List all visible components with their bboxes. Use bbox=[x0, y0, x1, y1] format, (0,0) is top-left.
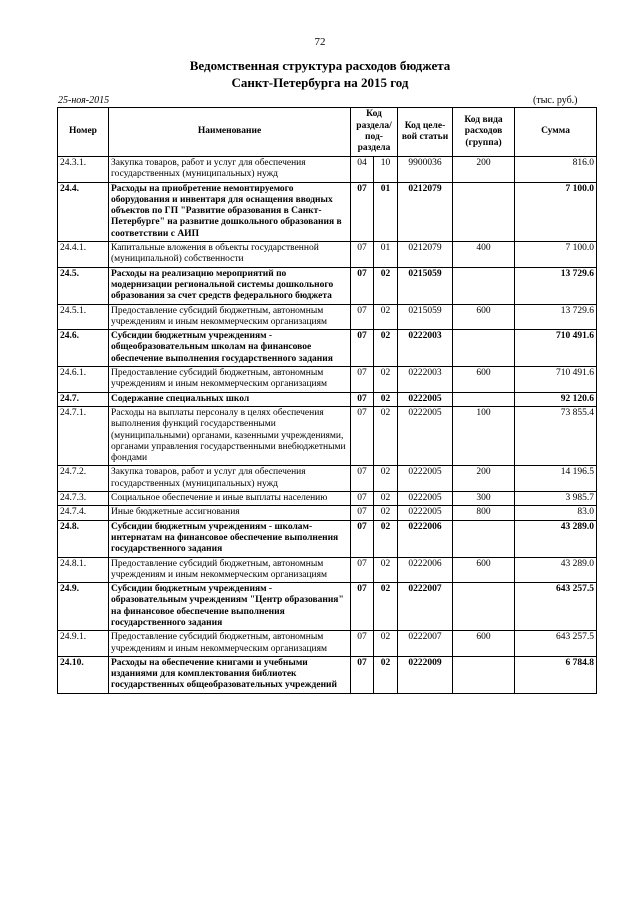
cell-sum: 710 491.6 bbox=[515, 367, 597, 393]
cell-sub: 01 bbox=[374, 242, 398, 268]
cell-sum: 43 289.0 bbox=[515, 557, 597, 583]
cell-sec: 07 bbox=[351, 367, 374, 393]
cell-num: 24.10. bbox=[58, 656, 109, 693]
cell-art: 0222005 bbox=[398, 492, 453, 506]
cell-sec: 07 bbox=[351, 492, 374, 506]
table-row bbox=[58, 466, 597, 492]
cell-num: 24.5. bbox=[58, 267, 109, 304]
table-row bbox=[58, 406, 597, 465]
table-row bbox=[58, 506, 597, 520]
cell-num: 24.9.1. bbox=[58, 631, 109, 657]
table-row bbox=[58, 392, 597, 406]
cell-sum: 83.0 bbox=[515, 506, 597, 520]
header-sum: Сумма bbox=[515, 108, 597, 157]
cell-name: Расходы на реализацию мероприятий по модернизации региональной системы дошкольного образования за счет средств федерального бюджета bbox=[109, 267, 351, 304]
document-date: 25-ноя-2015 bbox=[58, 95, 110, 106]
cell-type bbox=[453, 392, 515, 406]
table-row bbox=[58, 492, 597, 506]
cell-name: Содержание специальных школ bbox=[109, 392, 351, 406]
cell-num: 24.9. bbox=[58, 583, 109, 631]
table-row bbox=[58, 267, 597, 304]
cell-sum: 14 196.5 bbox=[515, 466, 597, 492]
cell-num: 24.8.1. bbox=[58, 557, 109, 583]
cell-name: Закупка товаров, работ и услуг для обеспечения государственных (муниципальных) нужд bbox=[109, 157, 351, 183]
header-article: Код целе-вой статьи bbox=[398, 108, 453, 157]
cell-sum: 6 784.8 bbox=[515, 656, 597, 693]
budget-table bbox=[57, 107, 597, 694]
cell-sum: 7 100.0 bbox=[515, 182, 597, 241]
cell-sec: 07 bbox=[351, 406, 374, 465]
cell-sum: 92 120.6 bbox=[515, 392, 597, 406]
cell-sum: 13 729.6 bbox=[515, 304, 597, 330]
cell-type: 200 bbox=[453, 466, 515, 492]
cell-type bbox=[453, 267, 515, 304]
cell-sub: 02 bbox=[374, 631, 398, 657]
cell-name: Социальное обеспечение и иные выплаты населению bbox=[109, 492, 351, 506]
cell-num: 24.7.1. bbox=[58, 406, 109, 465]
cell-sum: 73 855.4 bbox=[515, 406, 597, 465]
table-row bbox=[58, 367, 597, 393]
cell-num: 24.6. bbox=[58, 330, 109, 367]
cell-num: 24.7.4. bbox=[58, 506, 109, 520]
header-section: Код раздела/ под-раздела bbox=[351, 108, 398, 157]
cell-name: Предоставление субсидий бюджетным, автономным учреждениям и иным некоммерческим организациям bbox=[109, 631, 351, 657]
cell-name: Иные бюджетные ассигнования bbox=[109, 506, 351, 520]
cell-name: Закупка товаров, работ и услуг для обеспечения государственных (муниципальных) нужд bbox=[109, 466, 351, 492]
units-label: (тыс. руб.) bbox=[533, 95, 578, 106]
cell-art: 0222005 bbox=[398, 506, 453, 520]
cell-sub: 02 bbox=[374, 367, 398, 393]
cell-name: Субсидии бюджетным учреждениям - образовательным учреждениям "Центр образования" на финансовое обеспечение выполнения государственного задания bbox=[109, 583, 351, 631]
cell-sum: 710 491.6 bbox=[515, 330, 597, 367]
document-title bbox=[0, 57, 640, 91]
table-row bbox=[58, 182, 597, 241]
cell-sub: 02 bbox=[374, 520, 398, 557]
cell-sub: 02 bbox=[374, 267, 398, 304]
header-number: Номер bbox=[58, 108, 109, 157]
cell-sec: 07 bbox=[351, 304, 374, 330]
cell-name: Капитальные вложения в объекты государственной (муниципальной) собственности bbox=[109, 242, 351, 268]
cell-art: 0222007 bbox=[398, 631, 453, 657]
cell-art: 0222007 bbox=[398, 583, 453, 631]
cell-type: 600 bbox=[453, 367, 515, 393]
table-row bbox=[58, 520, 597, 557]
cell-sum: 3 985.7 bbox=[515, 492, 597, 506]
cell-name: Субсидии бюджетным учреждениям - общеобразовательным школам на финансовое обеспечение выполнения государственного задания bbox=[109, 330, 351, 367]
cell-sub: 02 bbox=[374, 656, 398, 693]
cell-sec: 07 bbox=[351, 583, 374, 631]
cell-sub: 02 bbox=[374, 304, 398, 330]
cell-sec: 07 bbox=[351, 267, 374, 304]
cell-name: Предоставление субсидий бюджетным, автономным учреждениям и иным некоммерческим организациям bbox=[109, 367, 351, 393]
cell-sec: 07 bbox=[351, 656, 374, 693]
cell-type: 100 bbox=[453, 406, 515, 465]
cell-name: Предоставление субсидий бюджетным, автономным учреждениям и иным некоммерческим организациям bbox=[109, 304, 351, 330]
cell-name: Расходы на выплаты персоналу в целях обеспечения выполнения функций государственными (муниципальными) органами, казенными учреждениями, органами управления государственными внебюджетными фондами bbox=[109, 406, 351, 465]
cell-sec: 07 bbox=[351, 506, 374, 520]
cell-num: 24.4.1. bbox=[58, 242, 109, 268]
cell-sum: 43 289.0 bbox=[515, 520, 597, 557]
page-number: 72 bbox=[314, 36, 326, 48]
cell-art: 0212079 bbox=[398, 242, 453, 268]
cell-art: 0222003 bbox=[398, 367, 453, 393]
cell-num: 24.7.3. bbox=[58, 492, 109, 506]
cell-sub: 02 bbox=[374, 406, 398, 465]
cell-type: 600 bbox=[453, 557, 515, 583]
cell-type bbox=[453, 182, 515, 241]
cell-sub: 02 bbox=[374, 583, 398, 631]
cell-sub: 10 bbox=[374, 157, 398, 183]
cell-art: 0222005 bbox=[398, 392, 453, 406]
cell-art: 0222006 bbox=[398, 557, 453, 583]
cell-type bbox=[453, 330, 515, 367]
title-line-2: Санкт-Петербурга на 2015 год bbox=[231, 75, 409, 90]
table-header-row bbox=[58, 108, 597, 157]
cell-type: 800 bbox=[453, 506, 515, 520]
cell-name: Предоставление субсидий бюджетным, автономным учреждениям и иным некоммерческим организациям bbox=[109, 557, 351, 583]
cell-sum: 643 257.5 bbox=[515, 583, 597, 631]
cell-type: 300 bbox=[453, 492, 515, 506]
table-row bbox=[58, 330, 597, 367]
cell-art: 0215059 bbox=[398, 304, 453, 330]
cell-type bbox=[453, 583, 515, 631]
header-type: Код вида расходов (группа) bbox=[453, 108, 515, 157]
cell-num: 24.4. bbox=[58, 182, 109, 241]
cell-type: 400 bbox=[453, 242, 515, 268]
cell-sub: 02 bbox=[374, 492, 398, 506]
cell-sec: 07 bbox=[351, 182, 374, 241]
cell-sum: 816.0 bbox=[515, 157, 597, 183]
table-body bbox=[58, 157, 597, 694]
cell-sub: 02 bbox=[374, 392, 398, 406]
cell-sec: 04 bbox=[351, 157, 374, 183]
cell-sec: 07 bbox=[351, 631, 374, 657]
cell-name: Расходы на обеспечение книгами и учебными изданиями для комплектования библиотек государственных общеобразовательных учреждений bbox=[109, 656, 351, 693]
cell-type: 200 bbox=[453, 157, 515, 183]
header-name: Наименование bbox=[109, 108, 351, 157]
cell-type bbox=[453, 520, 515, 557]
table-row bbox=[58, 557, 597, 583]
title-line-1: Ведомственная структура расходов бюджета bbox=[189, 58, 451, 73]
table-row bbox=[58, 631, 597, 657]
cell-type: 600 bbox=[453, 631, 515, 657]
cell-sec: 07 bbox=[351, 466, 374, 492]
cell-art: 0222005 bbox=[398, 406, 453, 465]
table-row bbox=[58, 157, 597, 183]
cell-art: 9900036 bbox=[398, 157, 453, 183]
cell-num: 24.7.2. bbox=[58, 466, 109, 492]
cell-sum: 13 729.6 bbox=[515, 267, 597, 304]
cell-sec: 07 bbox=[351, 392, 374, 406]
cell-sec: 07 bbox=[351, 557, 374, 583]
cell-sub: 02 bbox=[374, 506, 398, 520]
cell-sec: 07 bbox=[351, 330, 374, 367]
cell-art: 0222005 bbox=[398, 466, 453, 492]
table-row bbox=[58, 583, 597, 631]
cell-sub: 02 bbox=[374, 557, 398, 583]
cell-name: Расходы на приобретение немонтируемого оборудования и инвентаря для оснащения вводных объектов по ГП "Развитие образования в Санкт-Петербурге" на развитие дошкольного образования в соответствии с АИП bbox=[109, 182, 351, 241]
cell-type: 600 bbox=[453, 304, 515, 330]
table-row bbox=[58, 304, 597, 330]
cell-art: 0222006 bbox=[398, 520, 453, 557]
cell-sum: 643 257.5 bbox=[515, 631, 597, 657]
table-row bbox=[58, 656, 597, 693]
cell-sec: 07 bbox=[351, 242, 374, 268]
cell-name: Субсидии бюджетным учреждениям - школам-интернатам на финансовое обеспечение выполнения государственного задания bbox=[109, 520, 351, 557]
cell-sec: 07 bbox=[351, 520, 374, 557]
cell-art: 0222009 bbox=[398, 656, 453, 693]
cell-art: 0212079 bbox=[398, 182, 453, 241]
cell-sum: 7 100.0 bbox=[515, 242, 597, 268]
cell-num: 24.5.1. bbox=[58, 304, 109, 330]
table-row bbox=[58, 242, 597, 268]
cell-type bbox=[453, 656, 515, 693]
cell-sub: 02 bbox=[374, 330, 398, 367]
cell-num: 24.3.1. bbox=[58, 157, 109, 183]
cell-sub: 02 bbox=[374, 466, 398, 492]
cell-art: 0215059 bbox=[398, 267, 453, 304]
cell-num: 24.7. bbox=[58, 392, 109, 406]
cell-art: 0222003 bbox=[398, 330, 453, 367]
cell-num: 24.6.1. bbox=[58, 367, 109, 393]
cell-sub: 01 bbox=[374, 182, 398, 241]
cell-num: 24.8. bbox=[58, 520, 109, 557]
